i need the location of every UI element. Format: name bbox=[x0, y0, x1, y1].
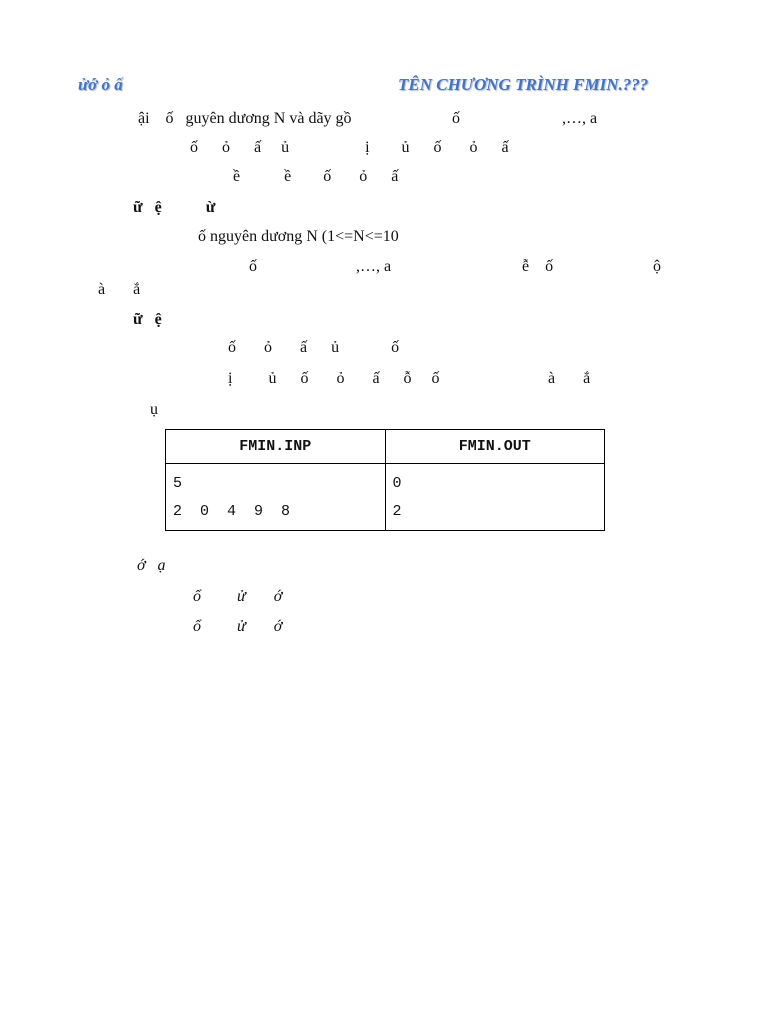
text-line: à ắ bbox=[548, 370, 591, 387]
text-line: ị ủ ố ỏ ấ ỗ ố bbox=[228, 370, 440, 387]
table-header-input: FMIN.INP bbox=[166, 430, 386, 464]
text-line: ộ bbox=[653, 258, 661, 275]
table-cell-output: 0 2 bbox=[385, 464, 605, 531]
example-table bbox=[165, 429, 605, 531]
text-line: ụ bbox=[150, 401, 158, 418]
text-line: ổ ử ớ bbox=[193, 618, 283, 635]
header-left: ửớ ỏ ấ bbox=[78, 75, 123, 94]
text-line: ố ỏ ấ ủ ố bbox=[228, 339, 400, 356]
text-line: ,…, a bbox=[562, 110, 598, 127]
text-line: ố bbox=[249, 258, 257, 275]
section-heading-limits: ớ ạ bbox=[137, 557, 166, 574]
text-line: ề ề ố ỏ ấ bbox=[233, 168, 399, 185]
text-line: ễ ố bbox=[522, 258, 554, 275]
text-line: ố bbox=[452, 110, 460, 127]
section-heading-input: ữ ệ ừ bbox=[133, 199, 216, 216]
text-line: ố ỏ ấ ủ ị ủ ố ỏ ấ bbox=[190, 139, 509, 156]
table-cell-input: 5 2 0 4 9 8 bbox=[166, 464, 386, 531]
section-heading-output: ữ ệ bbox=[133, 311, 162, 328]
table-header-output: FMIN.OUT bbox=[385, 430, 605, 464]
text-line: ,…, a bbox=[356, 258, 392, 275]
text-line: ố nguyên dương N (1<=N<=10 bbox=[198, 228, 399, 245]
text-line: ậi ố guyên dương N và dãy gồ bbox=[138, 110, 352, 127]
header-program-name: TÊN CHƯƠNG TRÌNH FMIN.??? bbox=[398, 75, 649, 94]
text-line: à ắ bbox=[98, 281, 141, 298]
text-line: ổ ử ớ bbox=[193, 588, 283, 605]
